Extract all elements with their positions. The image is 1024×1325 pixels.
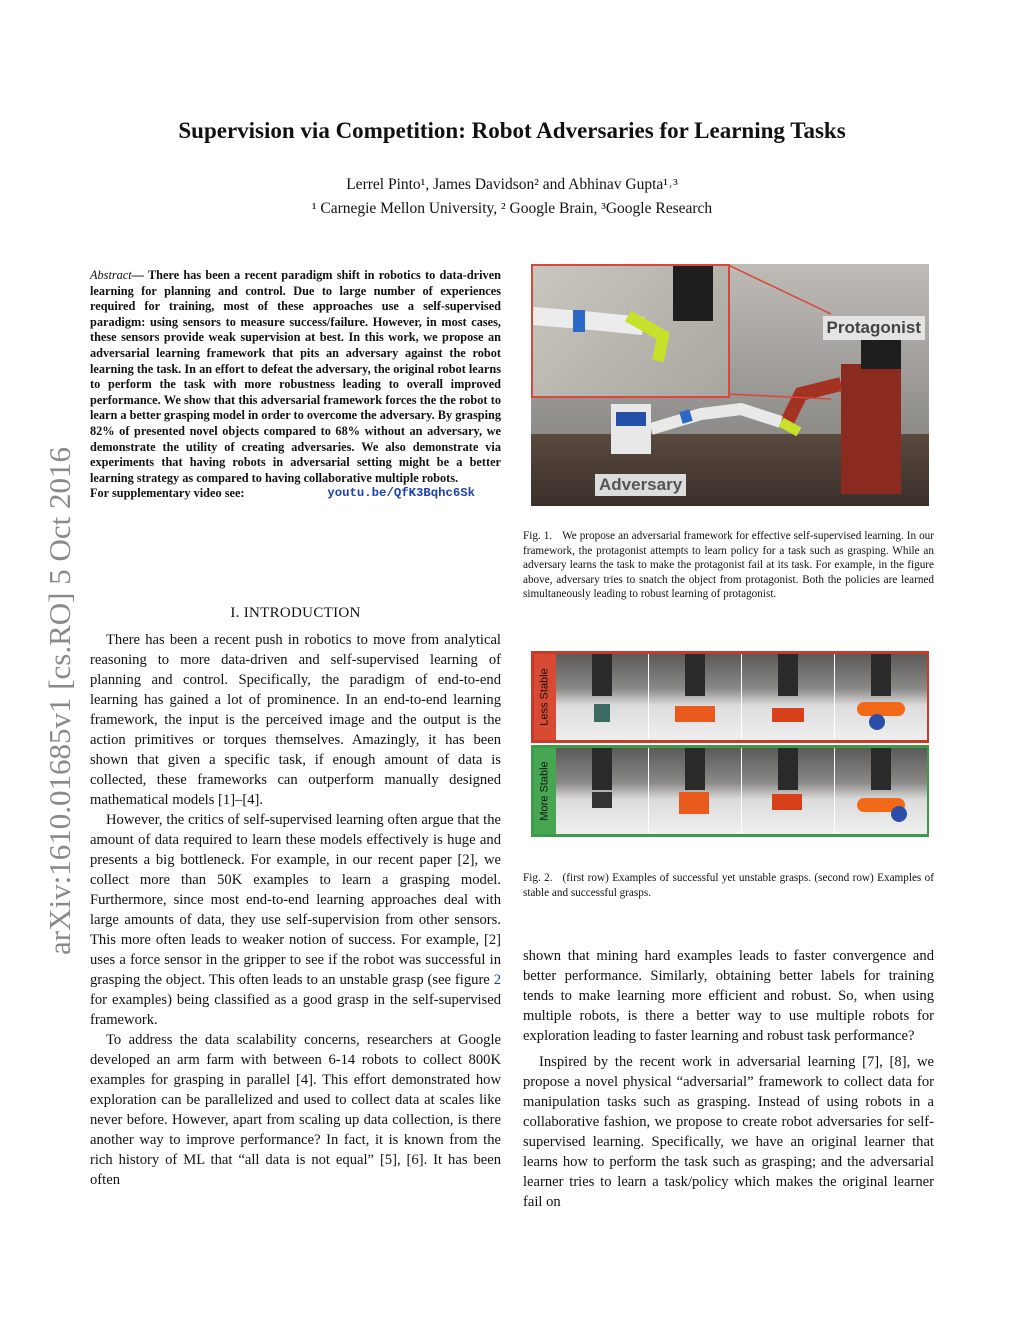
left-column-body bbox=[90, 630, 501, 1190]
adversary-arm bbox=[651, 409, 781, 429]
author-list: Lerrel Pinto¹, James Davidson² and Abhinav Gupta¹˒³ bbox=[346, 176, 678, 193]
intro-paragraph-2-text-a: However, the critics of self-supervised learning often argue that the amount of data required to learn these models effectively is huge and presents a big bottleneck. For example, in our recent paper [2], we collect more than 50K examples to learn a grasping model. Furthermore, since most end-to-end learning approaches deal with large amounts of data, they use self-supervision from other sensors. This more often leads to weaker notion of success. For example, [2] uses a force sensor in the gripper to see if the robot was successful in grasping the object. This often leads to an unstable grasp (see figure bbox=[90, 812, 501, 988]
figure-reference-link[interactable]: 2 bbox=[493, 972, 501, 988]
figure-2-image bbox=[531, 651, 929, 837]
figure-2-caption bbox=[523, 871, 934, 900]
grasp-photo bbox=[556, 654, 648, 740]
intro-paragraph-2-text-b: for examples) being classified as a good grasp in the self-supervised framework. bbox=[90, 992, 501, 1028]
gripper-arm bbox=[778, 654, 798, 696]
grasp-photo bbox=[649, 748, 741, 834]
inset-object bbox=[628, 316, 663, 361]
arxiv-identifier: arXiv:1610.01685v1 [cs.RO] 5 Oct 2016 bbox=[42, 447, 77, 955]
grasp-photo bbox=[835, 748, 927, 834]
abstract bbox=[90, 268, 501, 502]
figure-2-row-more-stable bbox=[531, 745, 929, 837]
gripper-arm bbox=[871, 654, 891, 696]
video-link[interactable]: youtu.be/QfK3Bqhc6Sk bbox=[327, 486, 475, 501]
grasped-object bbox=[857, 702, 905, 716]
right-column-body bbox=[523, 946, 934, 1212]
grasped-object bbox=[772, 794, 802, 810]
intro-paragraph-5: Inspired by the recent work in adversarial learning [7], [8], we propose a novel physical “adversarial” framework to collect data for manipulation tasks such as grasping. Instead of using robots in a collaborative fashion, we propose to create robot adversaries for self-supervised learning. Specifically, we have an original learner that learns how to perform the task such as grasping; and the adversarial learner tries to learn a task/policy which makes the original learner fail on bbox=[523, 1054, 934, 1210]
grasp-photo bbox=[835, 654, 927, 740]
row-label-more-stable-text: More Stable bbox=[539, 761, 551, 821]
grasped-object bbox=[592, 792, 612, 808]
grasp-photo bbox=[556, 748, 648, 834]
grasped-object-ball bbox=[891, 806, 907, 822]
section-heading-introduction: I. INTRODUCTION bbox=[230, 605, 361, 621]
inset-scene bbox=[533, 266, 728, 396]
row-label-more-stable bbox=[534, 748, 556, 834]
grasp-photo bbox=[649, 654, 741, 740]
grasped-object bbox=[675, 706, 715, 722]
video-label: For supplementary video see: bbox=[90, 486, 245, 501]
figure-1-image bbox=[531, 264, 929, 506]
abstract-label: Abstract bbox=[90, 268, 132, 282]
intro-paragraph-4: shown that mining hard examples leads to faster convergence and better performance. Similarly, obtaining better labels for training tends to make learning more efficient and robust. So, when using multiple robots, is there a better way to use multiple robots for exploration leading to faster learning and robust task performance? bbox=[523, 948, 934, 1044]
gripper-arm bbox=[778, 748, 798, 790]
gripper-arm bbox=[685, 748, 705, 790]
figure-1-caption-text: We propose an adversarial framework for effective self-supervised learning. In our framework, the protagonist attempts to learn policy for a task such as grasping. While an adversary learns the task to make the protagonist fail at its task. For example, in the figure above, adversary tries to snatch the object from protagonist. Both the policies are learned simultaneously leading to robust learning of protagonist. bbox=[523, 530, 934, 600]
protagonist-robot bbox=[841, 364, 901, 494]
row-label-less-stable bbox=[534, 654, 556, 740]
grasped-object bbox=[772, 708, 804, 722]
affiliations: ¹ Carnegie Mellon University, ² Google Brain, ³Google Research bbox=[311, 200, 713, 217]
intro-paragraph-3: To address the data scalability concerns, researchers at Google developed an arm farm with between 6-14 robots to collect 800K examples for grasping in parallel [4]. This effort demonstrated how exploration can be parallelized and used to collect data at scales like never before. However, apart from scaling up data collection, is there another way to improve performance? In fact, it is known from the rich history of ML that “all data is not equal” [5], [6]. It has been often bbox=[90, 1032, 501, 1188]
zoom-line-top bbox=[726, 264, 831, 314]
arxiv-sidebar bbox=[12, 360, 77, 960]
grasp-photo bbox=[742, 654, 834, 740]
figure-2-caption-text: (first row) Examples of successful yet unstable grasps. (second row) Examples of stable and successful grasps. bbox=[523, 872, 934, 899]
gripper-arm bbox=[592, 748, 612, 790]
figure-2-number: Fig. 2. bbox=[523, 872, 553, 884]
gripper-arm bbox=[592, 654, 612, 696]
figure-2-row-less-stable bbox=[531, 651, 929, 743]
row-label-less-stable-text: Less Stable bbox=[539, 668, 552, 726]
inset-gripper bbox=[673, 266, 713, 321]
paper-title: Supervision via Competition: Robot Adversaries for Learning Tasks bbox=[178, 118, 846, 143]
grasped-object-ball bbox=[869, 714, 885, 730]
gripper-arm bbox=[685, 654, 705, 696]
adversary-robot-base bbox=[611, 404, 651, 454]
intro-paragraph-2 bbox=[90, 810, 501, 1030]
figure-1-number: Fig. 1. bbox=[523, 530, 553, 542]
protagonist-arm bbox=[786, 384, 841, 424]
abstract-text: — There has been a recent paradigm shift in robotics to data-driven learning for planning and control. Due to large number of experiences required for training, most of these approaches use a self-supervised paradigm: using sensors to measure success/failure. However, in most cases, these sensors provide weak supervision at best. In this work, we propose an adversarial learning framework that pits an adversary against the robot learning the task. In an effort to defeat the adversary, the original robot learns to perform the task with more robustness leading to overall improved performance. We show that this adversarial framework forces the the robot to learn a better grasping model in order to overcome the adversary. By grasping 82% of presented novel objects compared to 68% without an adversary, we demonstrate the utility of creating adversaries. We also demonstrate via experiments that having robots in adversarial setting might be a better learning strategy as compared to having collaborative multiple robots. bbox=[90, 268, 501, 485]
grasped-object bbox=[594, 704, 610, 722]
gripper-arm bbox=[871, 748, 891, 790]
grasped-object bbox=[679, 792, 709, 814]
protagonist-label: Protagonist bbox=[823, 316, 925, 340]
grasped-object bbox=[781, 422, 799, 432]
adversary-robot-head bbox=[616, 412, 646, 426]
inset-arm-joint bbox=[573, 310, 585, 332]
grasp-photo bbox=[742, 748, 834, 834]
figure-1-caption bbox=[523, 529, 934, 602]
figure-1-inset bbox=[531, 264, 730, 398]
adversary-label: Adversary bbox=[595, 474, 686, 496]
intro-paragraph-1: There has been a recent push in robotics to move from analytical reasoning to more data-driven and self-supervised learning of planning and control. Specifically, the paradigm of end-to-end learning has gained a lot of prominence. In an end-to-end learning framework, the input is the perceived image and the output is the action primitives or torques themselves. Amazingly, it has been shown that given a specific task, if enough amount of data is collected, these frameworks can outperform manually designed mathematical models [1]–[4]. bbox=[90, 632, 501, 808]
adversary-arm-joint bbox=[681, 415, 691, 418]
video-line bbox=[90, 486, 475, 502]
